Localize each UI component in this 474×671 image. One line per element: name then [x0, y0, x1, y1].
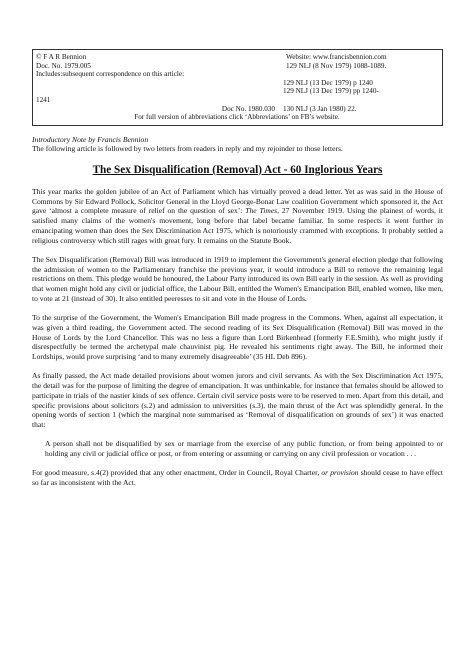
citation-header-box: [32, 49, 443, 126]
paragraph-3: To the surprise of the Government, the Women's Emancipation Bill made progress in the Commons. When, against all expectation, it was given a third reading, the Government acted. The second reading of its Sex Disqualification (Removal) Bill was moved in the House of Lords by the Lord Chancellor. This was no less a figure than Lord Birkenhead (formerly F.E.Smith), who might justly if disrespectfully be termed the archetypal male chauvinist pig. He revealed his sentiments right away. The Bill, he informed their Lordships, would prove surprising ‘and to many extremely disagreeable’ (35 HL Deb 896).: [32, 313, 443, 361]
abbreviations-note: For full version of abbreviations click ‘Abbreviations’ on FB’s website.: [134, 113, 340, 122]
paragraph-5: For good measure, s.4(2) provided that any other enactment, Order in Council, Royal Charter, or provision should cease to have effect so far as inconsistent with the Act.: [32, 468, 444, 487]
section-1-quote: A person shall not be disqualified by sex or marriage from the exercise of any public function, or from being appointed to or holding any civil or judicial office or post, or from entering or assuming or carrying on any civil profession or vocation . . .: [45, 439, 443, 458]
correspondence-2: 129 NLJ (13 Dec 1979) pp 1240-: [283, 87, 379, 96]
document-page: [32, 49, 443, 497]
citation-line: 129 NLJ (8 Nov 1979) 1088-1089.: [286, 61, 387, 70]
times-citation: The Times: [245, 206, 278, 216]
doc-number: Doc. No. 1979.005: [36, 61, 91, 70]
paragraph-4: As finally passed, the Act made detailed provisions about women jurors and civil servants. As with the Sex Discrimination Act 1975, the detail was for the purpose of limiting the degree of emancipation. It was unthinkable, for instance that females should be allowed to participate in trials of the nastier kinds of sex offence. Certain civil service posts were to be reserved to men. Apart from this detail, and specific provisions about solicitors (s.2) and admission to universities (s.3), the main thrust of the Act was splendidly general. In the opening words of section 1 (which the marginal note summarised as ‘Removal of disqualification on grounds of sex’) it was enacted that:: [32, 371, 443, 429]
copyright-line: © F A R Bennion: [36, 53, 87, 61]
paragraph-1: This year marks the golden jubilee of an Act of Parliament which has virtually proved a dead letter. Yet as was said in the House of Commons by Sir Edward Pollock, Solicitor General in the Lloyd George-Bonar Law coalition Government which sponsored it, the Act gave ‘almost a complete measure of relief on the question of sex’: The Times, 27 November 1919. Using the plainest of words, it satisfied many claims of the women's movement, long before that label became familiar. In some respects it went further in emancipating women than does the Sex Discrimination Act 1975, which is notoriously crammed with exceptions. It probably settled a religious controversy which still rages with great fury. It remains on the Statute Book.: [32, 186, 443, 245]
includes-line: Includes:subsequent correspondence on this article:: [36, 70, 185, 79]
correspondence-1: 129 NLJ (13 Dec 1979) p 1240: [283, 78, 373, 87]
intro-text: The following article is followed by two letters from readers in reply and my rejoinder to those letters.: [32, 143, 343, 153]
correspondence-2-continued: 1241: [36, 95, 51, 104]
correspondence-3: 130 NLJ (3 Jan 1980) 22.: [283, 104, 357, 113]
website-line: Website: www.francisbennion.com: [286, 53, 387, 61]
intro-heading: Introductory Note by Francis Bennion: [32, 134, 149, 144]
article-title: The Sex Disqualification (Removal) Act - 60 Inglorious Years: [92, 163, 383, 176]
doc-number-2: Doc No. 1980.030: [221, 104, 275, 113]
or-provision-emphasis: or provision: [321, 468, 359, 478]
paragraph-2: The Sex Disqualification (Removal) Bill was introduced in 1919 to implement the Government's general election pledge that following the admission of women to the Parliamentary franchise the previous year, it would introduce a Bill to remove the remaining legal restrictions on them. This pledge would be honoured, the Labour Party introduced its own Bill early in the session. As well as providing that women might hold any civil or judicial office, the Labour Bill, entitled the Women's Emancipation Bill, enabled women, like men, to vote at 21 (instead of 30). It also entitled peeresses to sit and vote in the House of Lords.: [32, 254, 443, 303]
